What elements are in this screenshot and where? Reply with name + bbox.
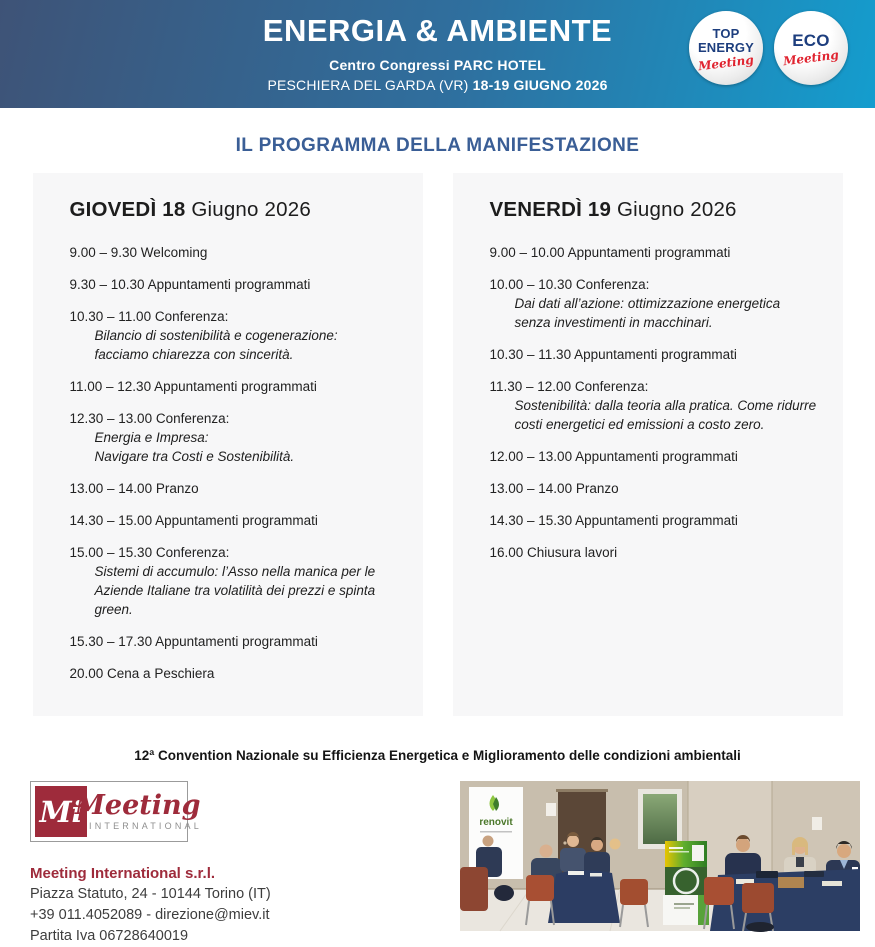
schedule-item-text: 14.30 – 15.30 Appuntamenti programmati <box>489 513 738 528</box>
schedule-item <box>70 307 409 364</box>
company-name: Meeting International s.r.l. <box>30 865 216 882</box>
conference-topic <box>515 396 829 434</box>
eco-meeting-badge <box>774 11 848 85</box>
schedule-item-text: 9.00 – 10.00 Appuntamenti programmati <box>489 245 731 260</box>
day-title <box>490 198 829 222</box>
schedule-item <box>490 479 829 498</box>
schedule-item-text: 10.30 – 11.30 Appuntamenti programmati <box>489 347 737 362</box>
top-energy-meeting-badge <box>689 11 763 85</box>
meeting-international-logo <box>30 781 202 842</box>
schedule-item <box>490 543 829 562</box>
conference-detail-line: senza investimenti in macchinari. <box>514 315 713 330</box>
event-location: PESCHIERA DEL GARDA (VR) <box>267 77 473 93</box>
logo-wordmark <box>75 786 202 837</box>
conference-detail-line: costi energetici ed emissioni a costo zero. <box>514 417 765 432</box>
schedule-item-text: 9.00 – 9.30 Welcoming <box>69 245 208 260</box>
schedule-item-text: 20.00 Cena a Peschiera <box>69 666 215 681</box>
day-title <box>70 198 409 222</box>
schedule-item <box>490 243 829 262</box>
schedule-item-text: 9.30 – 10.30 Appuntamenti programmati <box>69 277 311 292</box>
footer-left <box>30 781 271 947</box>
program-columns <box>0 173 875 716</box>
conference-detail-line: Sostenibilità: dalla teoria alla pratica. Come ridurre <box>514 398 817 413</box>
photo-bag <box>746 922 774 932</box>
logo-name: Meeting <box>75 790 201 821</box>
event-badges <box>689 11 848 85</box>
schedule-list <box>70 243 409 683</box>
schedule-list <box>490 243 829 562</box>
schedule-item-text: 10.00 – 10.30 Conferenza: <box>489 277 650 292</box>
photo-wall-vent <box>812 817 822 830</box>
event-photo <box>460 781 860 931</box>
schedule-item <box>490 345 829 364</box>
schedule-item-text: 14.30 – 15.00 Appuntamenti programmati <box>69 513 318 528</box>
conference-detail-line: Navigare tra Costi e Sostenibilità. <box>94 449 295 464</box>
badge-text-top: TOP <box>712 25 740 41</box>
day-date: Giugno 2026 <box>185 198 311 221</box>
schedule-item <box>490 275 829 332</box>
conference-detail-line: Bilancio di sostenibilità e cogenerazione: <box>94 328 338 343</box>
logo-mark-icon: Mi <box>35 786 87 837</box>
photo-painting <box>638 789 682 849</box>
event-venue: Centro Congressi PARC HOTEL <box>329 57 546 73</box>
program-title: IL PROGRAMMA DELLA MANIFESTAZIONE <box>235 135 640 156</box>
event-dates: 18-19 GIUGNO 2026 <box>472 77 608 93</box>
conference-detail-line: Sistemi di accumulo: l’Asso nella manica per le <box>94 564 376 579</box>
badge-script-meeting: Meeting <box>782 47 840 68</box>
day-box-friday <box>453 173 843 716</box>
schedule-item <box>490 447 829 466</box>
schedule-item <box>490 377 829 434</box>
schedule-item-text: 12.00 – 13.00 Appuntamenti programmati <box>489 449 738 464</box>
contact-block <box>30 863 271 947</box>
schedule-item-text: 11.00 – 12.30 Appuntamenti programmati <box>69 379 317 394</box>
conference-topic <box>515 294 829 332</box>
conference-topic <box>95 428 409 466</box>
logo-subtitle: INTERNATIONAL <box>89 821 202 831</box>
photo-display-stand <box>663 841 709 925</box>
renovit-banner-text: renovit <box>479 817 513 828</box>
conference-topic <box>95 562 409 619</box>
schedule-item-text: 11.30 – 12.00 Conferenza: <box>489 379 649 394</box>
day-name: VENERDÌ 19 <box>489 198 612 221</box>
schedule-item-text: 12.30 – 13.00 Conferenza: <box>69 411 230 426</box>
day-name: GIOVEDÌ 18 <box>69 198 186 221</box>
conference-detail-line: Aziende Italiane tra volatilità dei prezzi e spinta green. <box>94 583 376 617</box>
convention-tagline: 12ª Convention Nazionale su Efficienza Energetica e Miglioramento delle condizioni ambientali <box>134 748 741 763</box>
schedule-item <box>70 275 409 294</box>
schedule-item-text: 15.30 – 17.30 Appuntamenti programmati <box>69 634 318 649</box>
schedule-item-text: 13.00 – 14.00 Pranzo <box>69 481 199 496</box>
event-title: ENERGIA & AMBIENTE <box>262 13 613 48</box>
schedule-item-text: 13.00 – 14.00 Pranzo <box>489 481 619 496</box>
conference-detail-line: facciamo chiarezza con sincerità. <box>94 347 294 362</box>
schedule-item-text: 15.00 – 15.30 Conferenza: <box>69 545 230 560</box>
schedule-item <box>490 511 829 530</box>
schedule-item <box>70 479 409 498</box>
schedule-item-text: 10.30 – 11.00 Conferenza: <box>69 309 229 324</box>
schedule-item-text: 16.00 Chiusura lavori <box>489 545 618 560</box>
conference-detail-line: Dai dati all’azione: ottimizzazione energetica <box>514 296 781 311</box>
conference-detail-line: Energia e Impresa: <box>94 430 209 445</box>
schedule-item <box>70 664 409 683</box>
footer <box>0 781 875 947</box>
day-date: Giugno 2026 <box>611 198 737 221</box>
schedule-item <box>70 511 409 530</box>
badge-text-energy: ENERGY <box>697 39 755 55</box>
conference-topic <box>95 326 409 364</box>
company-vat: Partita Iva 06728640019 <box>30 928 189 944</box>
schedule-item <box>70 543 409 619</box>
schedule-item <box>70 409 409 466</box>
badge-script-meeting: Meeting <box>697 52 755 73</box>
schedule-item <box>70 377 409 396</box>
schedule-item <box>70 243 409 262</box>
header-banner <box>0 0 875 108</box>
company-address: Piazza Statuto, 24 - 10144 Torino (IT) <box>30 886 271 902</box>
badge-text-eco: ECO <box>792 30 830 50</box>
day-box-thursday <box>33 173 423 716</box>
photo-wall-sign <box>546 803 556 816</box>
schedule-item <box>70 632 409 651</box>
company-phone-email: +39 011.4052089 - direzione@miev.it <box>30 907 270 923</box>
